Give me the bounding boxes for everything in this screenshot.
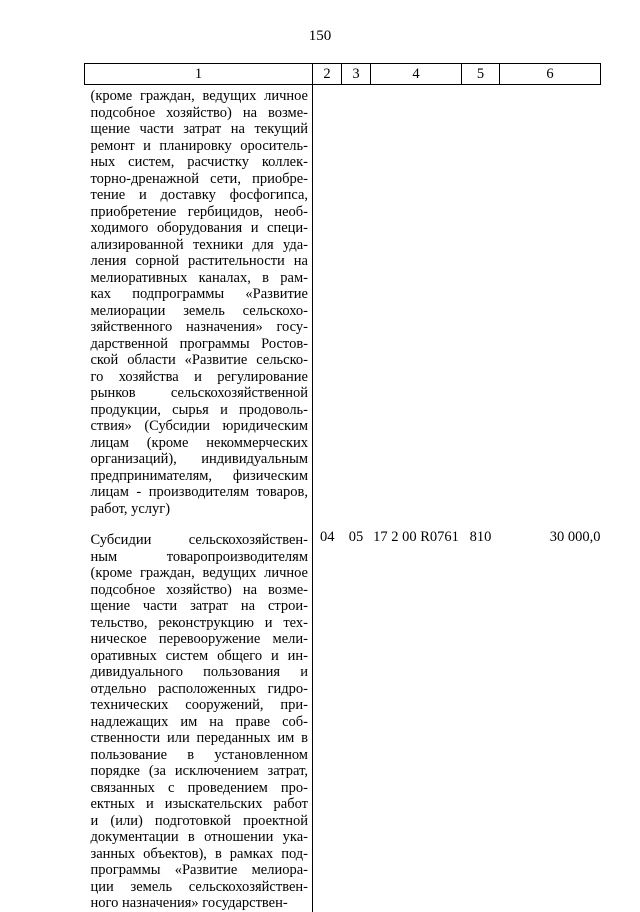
description-line: подсобное хозяйство) на возме- [90,581,308,598]
description-line: ствия» (Субсидии юридическим [90,418,308,434]
description-line: связанных с проведением про- [90,779,308,796]
description-line: щение части затрат на текущий [90,121,308,137]
description-line: ремонт и планировку ороситель- [90,137,308,154]
description-line: ках подпрограммы «Развитие [90,286,308,302]
description-line: ных систем, расчистку коллек- [90,154,308,170]
amount [500,85,601,518]
column-header-5: 5 [462,64,500,85]
description-line: рынков сельскохозяйственной [90,385,308,401]
description-line: технических сооружений, при- [90,697,308,713]
description-line: приобретение гербицидов, необ- [90,203,308,220]
description-line: лицам - производителям товаров, [90,484,308,500]
expense-type-code [462,85,500,518]
description-line: оративных систем общего и ин- [90,647,308,664]
description-line: организаций), индивидуальным [90,451,308,467]
description-line: ходимого оборудования и специ- [90,220,308,236]
description-line: щение части затрат на строи- [90,598,308,614]
column-header-6: 6 [500,64,601,85]
row-description-cell [85,85,313,518]
description-line: ской области «Развитие сельско- [90,352,308,368]
description-line: подсобное хозяйство) на возме- [90,104,308,121]
description-line: предпринимателям, физическим [90,467,308,484]
description-line: тение и доставку фосфогипса, [90,187,308,203]
row-description [85,529,313,912]
column-header-1: 1 [85,64,313,85]
description-line: ническое перевооружение мели- [90,631,308,647]
description-line: торно-дренажной сети, приобре- [90,170,308,187]
column-header-3: 3 [342,64,371,85]
description-line: го хозяйства и регулирование [90,368,308,385]
description-line: ным товаропроизводителям [90,548,308,565]
description-line: надлежащих им на праве соб- [90,713,308,730]
section-code [313,85,342,518]
description-line: программы «Развитие мелиора- [90,862,308,878]
description-line: занных объектов), в рамках под- [90,845,308,862]
amount: 30 000,0 [549,529,601,545]
description-line: ализированной техники для уда- [90,236,308,253]
description-line: мелиоративных каналах, в рам- [90,269,308,286]
description-line: мелиорации земель сельскохо- [90,302,308,319]
description-line: зяйственного назначения» госу- [90,319,308,335]
table-row [85,517,601,912]
description-line: лицам (кроме некоммерческих [90,434,308,451]
description-line: документации в отношении ука- [90,829,308,845]
subsection-code: 05 [348,529,364,545]
section-code: 04 [320,529,335,545]
column-header-4: 4 [371,64,462,85]
row-description [85,85,313,517]
target-article-code: 17 2 00 R0761 [373,529,459,545]
table-row [85,85,601,518]
budget-table [84,63,601,912]
description-line: дарственной программы Ростов- [90,335,308,352]
row-description-cell [85,517,313,912]
description-line: и (или) подготовкой проектной [90,812,308,829]
page-number: 150 [308,28,332,44]
description-line: пользование в установленном [90,746,308,763]
description-line: отдельно расположенных гидро- [90,680,308,697]
description-line: ектных и изыскательских работ [90,796,308,812]
column-header-2: 2 [313,64,342,85]
description-line: Субсидии сельскохозяйствен- [90,532,308,548]
target-article-code [371,85,462,518]
description-line: порядке (за исключением затрат, [90,763,308,779]
expense-type-code: 810 [469,529,492,545]
description-line: ления сорной растительности на [90,253,308,269]
table-header-row [85,64,601,85]
description-line: ного назначения» государствен- [90,895,288,911]
description-line: тельство, реконструкцию и тех- [90,614,308,631]
description-line: (кроме граждан, ведущих личное [90,88,308,104]
subsection-code [342,85,371,518]
description-line: ции земель сельскохозяйствен- [90,878,308,895]
description-line: продукции, сырья и продоволь- [90,401,308,418]
description-line: работ, услуг) [90,500,171,517]
description-line: дивидуального пользования и [90,664,308,680]
description-line: (кроме граждан, ведущих личное [90,565,308,581]
description-line: ственности или переданных им в [90,730,308,746]
